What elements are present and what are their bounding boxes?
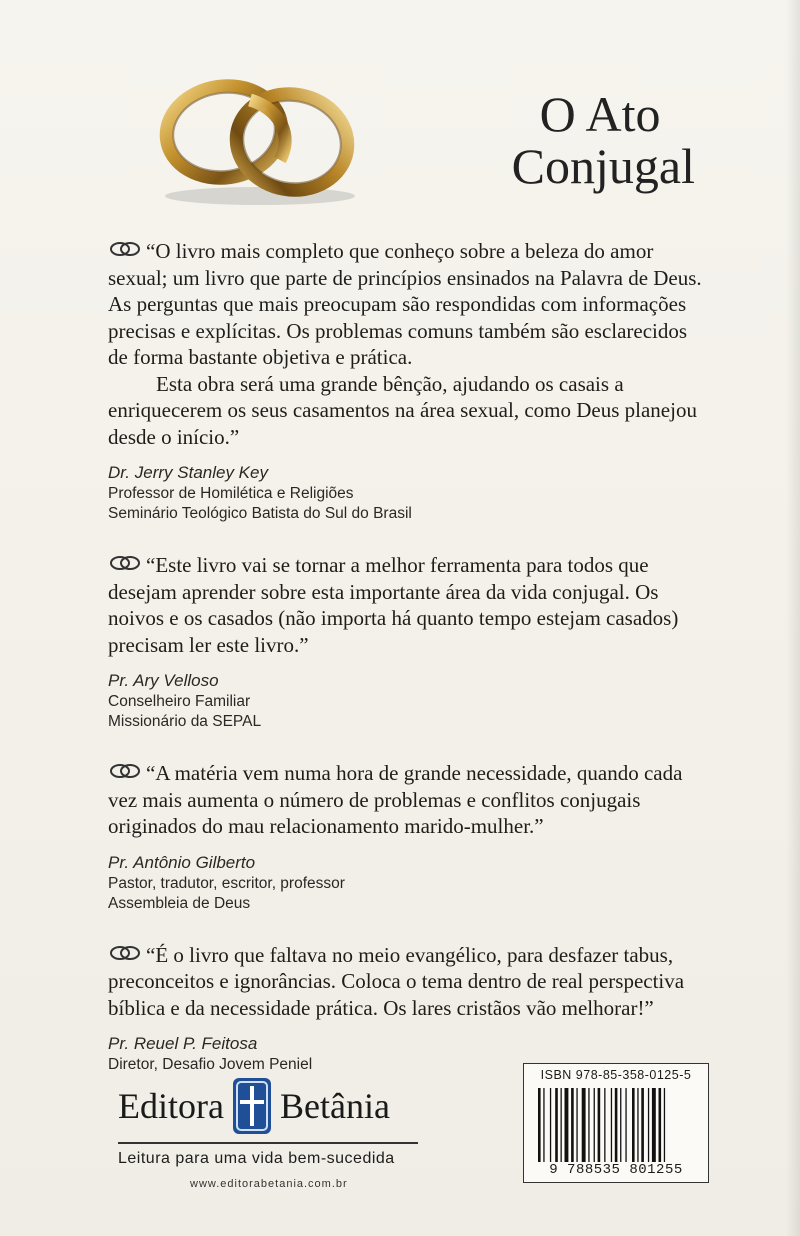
endorsement [108, 238, 708, 524]
linked-rings-icon [108, 945, 142, 961]
quote-paragraph: Esta obra será uma grande bênção, ajudando os casais a enriquecerem os seus casamentos na área sexual, como Deus planejou desde o início.” [108, 371, 697, 449]
author-role: Conselheiro Familiar [108, 693, 251, 710]
quote-paragraph: “É o livro que faltava no meio evangélico, para desfazer tabus, preconceitos e ignorâncias. Coloca o tema dentro de real perspectiva bíblica e da necessidade prática. Os lares cristãos vão melhorar!” [108, 942, 685, 1020]
author-role: Missionário da SEPAL [108, 713, 262, 730]
author-info [108, 462, 708, 524]
author-role: Professor de Homilética e Religiões [108, 485, 354, 502]
linked-rings-icon [108, 555, 142, 571]
cover-edge-shadow [786, 0, 800, 1236]
author-name: Pr. Antônio Gilberto [108, 852, 256, 872]
linked-rings-icon [108, 241, 142, 257]
author-role: Seminário Teológico Batista do Sul do Brasil [108, 505, 412, 522]
book-title [512, 88, 695, 192]
barcode [536, 1088, 696, 1162]
publisher-name-part-1: Editora [118, 1086, 224, 1126]
quote-text [108, 238, 708, 450]
author-info [108, 852, 708, 914]
endorsement [108, 760, 708, 914]
barcode-digits: 9 788535 801255 [549, 1162, 683, 1178]
quote-text [108, 760, 708, 840]
quote-paragraph: “Este livro vai se tornar a melhor ferramenta para todos que desejam aprender sobre esta importante área da vida conjugal. Os noivos e os casados (não importa há quanto tempo estejam casados) precisam ler este livro.” [108, 553, 679, 657]
author-name: Pr. Reuel P. Feitosa [108, 1034, 258, 1053]
wedding-rings-icon [150, 70, 370, 210]
publisher-name-part-2: Betânia [279, 1086, 390, 1126]
quote-text [108, 942, 708, 1022]
isbn-label: ISBN 978-85-358-0125-5 [540, 1068, 692, 1082]
title-line-2: Conjugal [511, 138, 695, 194]
isbn-barcode-box [523, 1063, 709, 1183]
endorsement [108, 552, 708, 732]
author-role: Assembleia de Deus [108, 894, 251, 912]
book-shield-logo-icon [230, 1076, 274, 1136]
quote-paragraph: “O livro mais completo que conheço sobre a beleza do amor sexual; um livro que parte de princípios ensinados na Palavra de Deus. As perguntas que mais preocupam são respondidas com informações precisas e explícitas. Os problemas comuns também são esclarecidos de forma bastante objetiva e prática. [108, 239, 702, 369]
title-line-1: O Ato [539, 86, 661, 142]
publisher-tagline: Leitura para uma vida bem-sucedida [118, 1142, 418, 1168]
endorsement [108, 942, 708, 1076]
author-role: Diretor, Desafio Jovem Peniel [108, 1056, 313, 1073]
endorsements [108, 238, 708, 1103]
quote-text [108, 552, 708, 658]
author-role: Pastor, tradutor, escritor, professor [108, 874, 345, 892]
author-name: Pr. Ary Velloso [108, 671, 219, 690]
author-info [108, 670, 708, 732]
linked-rings-icon [108, 763, 142, 779]
publisher-url: www.editorabetania.com.br [190, 1178, 348, 1190]
publisher-block [118, 1076, 418, 1190]
author-name: Dr. Jerry Stanley Key [108, 463, 268, 482]
quote-paragraph: “A matéria vem numa hora de grande necessidade, quando cada vez mais aumenta o número de problemas e conflitos conjugais originados do mau relacionamento marido-mulher.” [108, 761, 683, 838]
